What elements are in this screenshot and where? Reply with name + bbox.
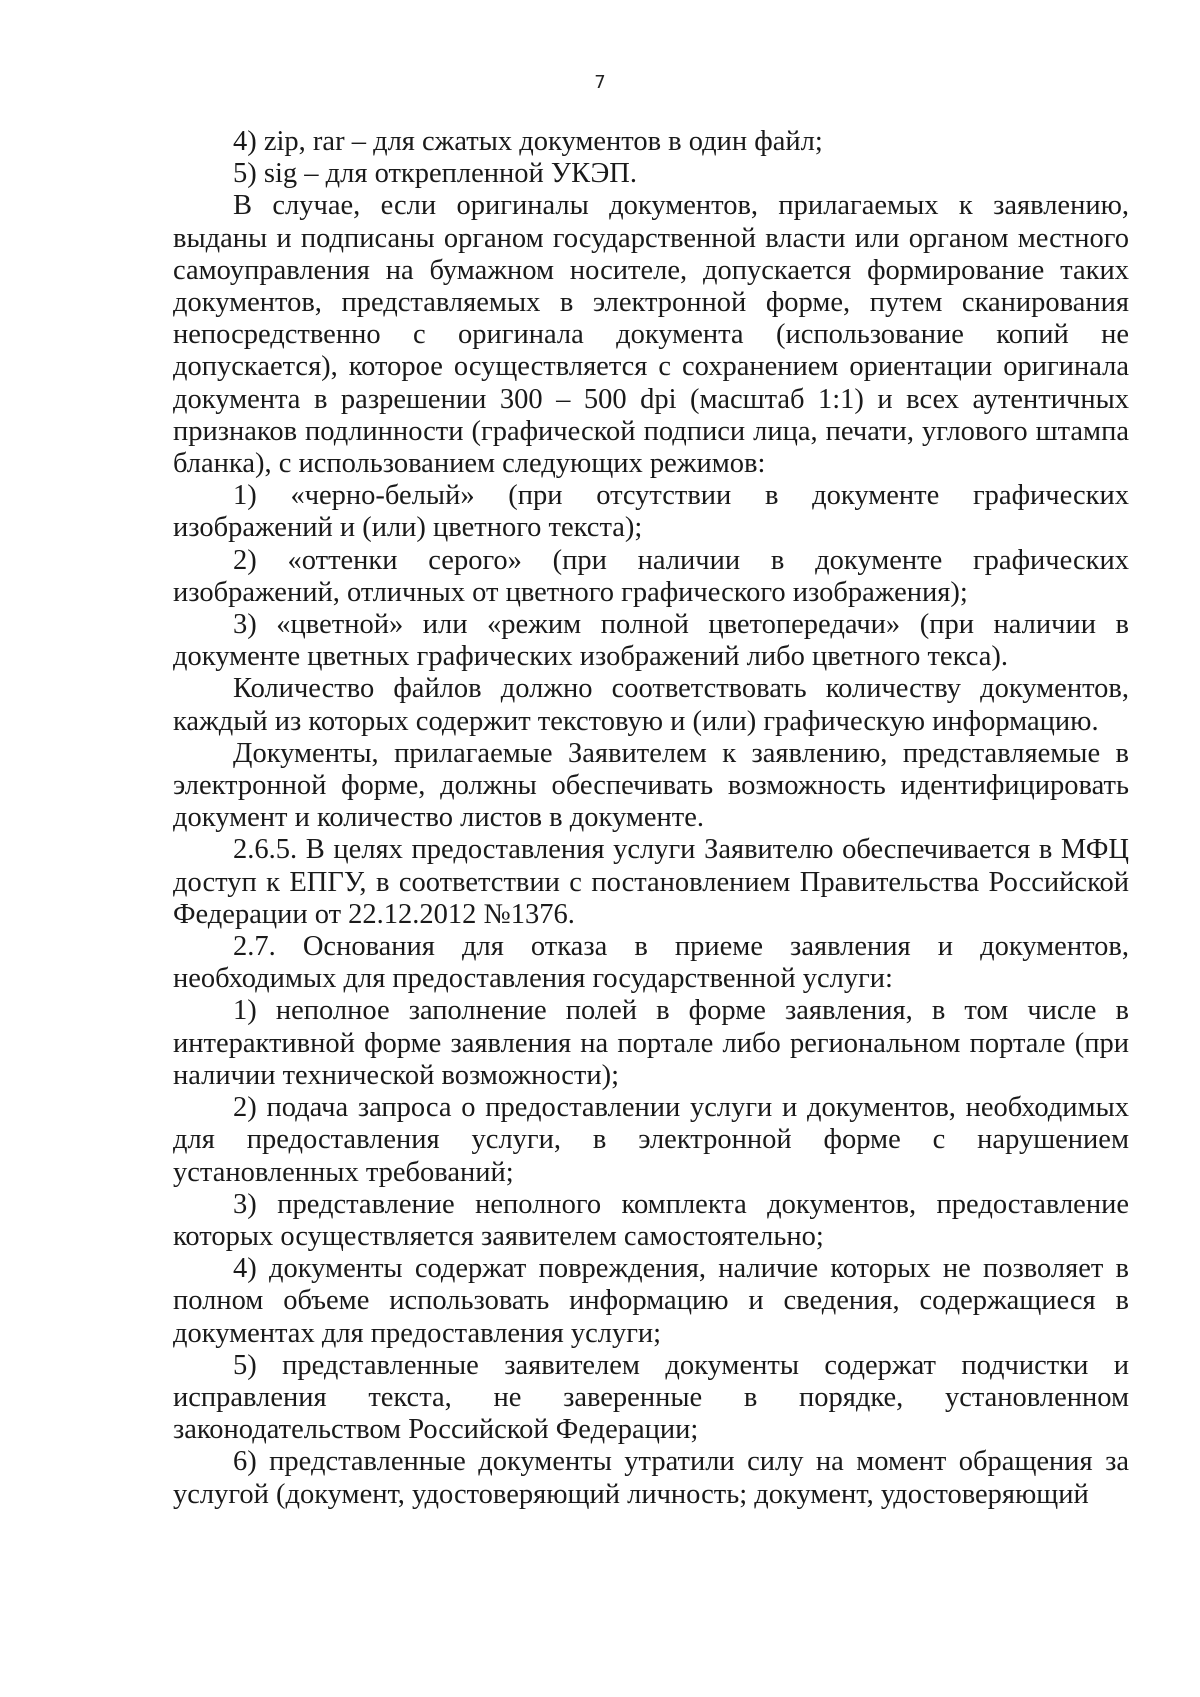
paragraph-file-format-sig: 5) sig – для открепленной УКЭП. [233,158,637,190]
paragraph-refusal-reason-3: 3) представление неполного комплекта документов, предоставление которых осуществляется заявителем самостоятельно; [173,1188,1129,1252]
paragraph-refusal-reason-6: 6) представленные документы утратили силу на момент обращения за услугой (документ, удостоверяющий личность; документ, удостоверяющий [173,1446,1129,1510]
paragraph-mode-color: 3) «цветной» или «режим полной цветопередачи» (при наличии в документе цветных графических изображений либо цветного текса). [173,609,1129,673]
paragraph-section-2-7: 2.7. Основания для отказа в приеме заявления и документов, необходимых для предоставления государственной услуги: [173,931,1129,995]
paragraph-section-2-6-5: 2.6.5. В целях предоставления услуги Заявителю обеспечивается в МФЦ доступ к ЕПГУ, в соответствии с постановлением Правительства Российской Федерации от 22.12.2012 №1376. [173,834,1129,930]
paragraph-document-identification: Документы, прилагаемые Заявителем к заявлению, представляемые в электронной форме, должны обеспечивать возможность идентифицировать документ и количество листов в документе. [173,737,1129,834]
body-text [173,126,1129,1511]
paragraph-refusal-reason-5: 5) представленные заявителем документы содержат подчистки и исправления текста, не заверенные в порядке, установленном законодательством Российской Федерации; [173,1349,1129,1446]
paragraph-refusal-reason-1: 1) неполное заполнение полей в форме заявления, в том числе в интерактивной форме заявления на портале либо региональном портале (при наличии технической возможности); [173,995,1129,1091]
paragraph-refusal-reason-4: 4) документы содержат повреждения, наличие которых не позволяет в полном объеме использовать информацию и сведения, содержащиеся в документах для предоставления услуги; [173,1253,1129,1349]
paragraph-refusal-reason-2: 2) подача запроса о предоставлении услуги и документов, необходимых для предоставления услуги, в электронной форме с нарушением установленных требований; [173,1092,1129,1188]
paragraph-scanning-requirements: В случае, если оригиналы документов, прилагаемых к заявлению, выданы и подписаны органом государственной власти или органом местного самоуправления на бумажном носителе, допускается формирование таких документов, представляемых в электронной форме, путем сканирования непосредственно с оригинала документа (использование копий не допускается), которое осуществляется с сохранением ориентации оригинала документа в разрешении 300 – 500 dpi (масштаб 1:1) и всех аутентичных признаков подлинности (графической подписи лица, печати, углового штампа бланка), с использованием следующих режимов: [173,190,1129,480]
page-number: 7 [594,72,606,93]
paragraph-file-count: Количество файлов должно соответствовать количеству документов, каждый из которых содержит текстовую и (или) графическую информацию. [173,673,1129,737]
paragraph-file-format-zip: 4) zip, rar – для сжатых документов в один файл; [233,126,823,157]
paragraph-mode-black-white: 1) «черно-белый» (при отсутствии в документе графических изображений и (или) цветного текста); [173,480,1129,544]
paragraph-mode-grayscale: 2) «оттенки серого» (при наличии в документе графических изображений, отличных от цветного графического изображения); [173,544,1129,608]
